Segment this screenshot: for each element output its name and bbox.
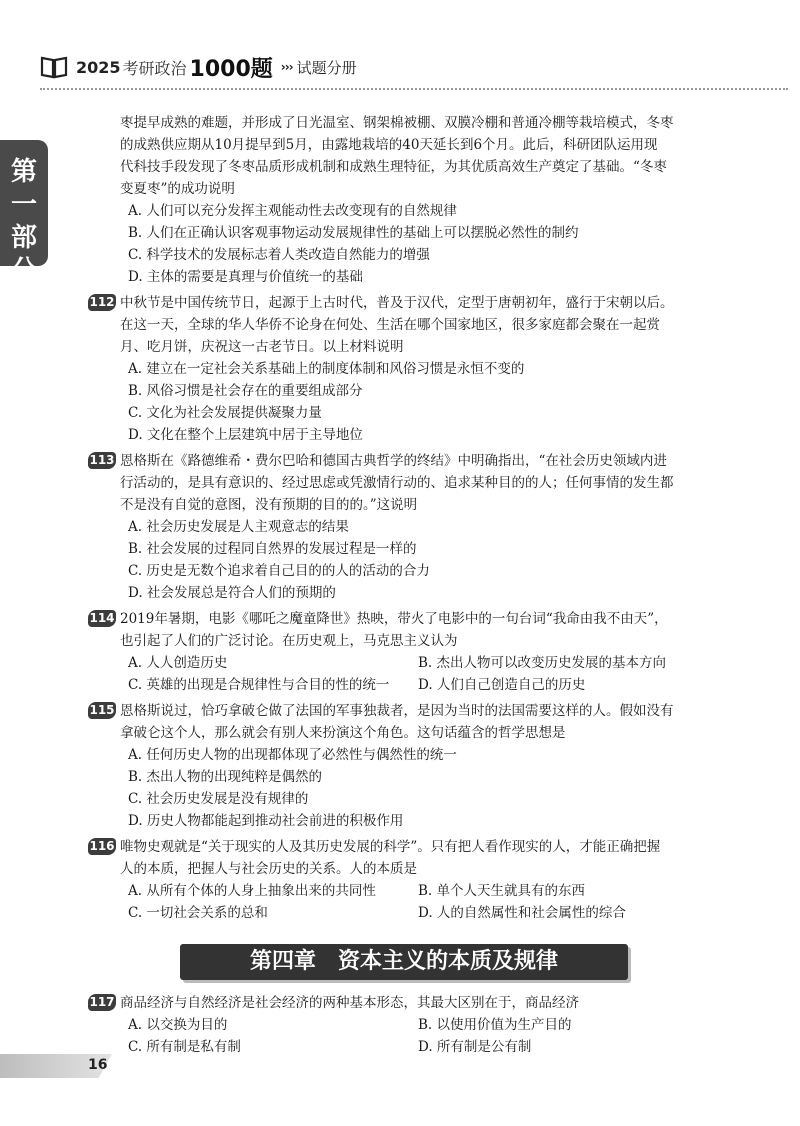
option-b: B. 人们在正确认识客观事物运动发展规律性的基础上可以摆脱必然性的制约	[128, 225, 579, 241]
option-c: C. 科学技术的发展标志着人类改造自然能力的增强	[128, 247, 430, 263]
option-c: C. 所有制是私有制	[128, 1039, 241, 1055]
question-number-badge: 112	[89, 295, 115, 309]
header-subject: 考研政治	[122, 58, 187, 78]
option-d: D. 人的自然属性和社会属性的综合	[418, 905, 626, 921]
header-count: 1000题	[189, 56, 273, 82]
question-stem-line: 恩格斯在《路德维希・费尔巴哈和德国古典哲学的终结》中明确指出，“在社会历史领域内进	[120, 453, 667, 469]
question-stem-line: 不是没有自觉的意图，没有预期的目的的。”这说明	[120, 497, 418, 513]
option-a: A. 人们可以充分发挥主观能动性去改变现有的自然规律	[128, 203, 457, 219]
option-d: D. 所有制是公有制	[418, 1039, 532, 1055]
option-row	[120, 674, 770, 696]
question-number-badge: 114	[89, 611, 115, 625]
question-stem-line: 唯物史观就是“关于现实的人及其历史发展的科学”。只有把人看作现实的人，才能正确把握	[120, 839, 661, 855]
question-stem-line: 行活动的，是具有意识的、经过思虑或凭激情行动的、追求某种目的的人；任何事情的发生都	[120, 475, 674, 491]
question-115	[89, 700, 770, 832]
option-row	[120, 1014, 770, 1036]
page-number: 16	[88, 1057, 108, 1073]
question-stem-line: 商品经济与自然经济是社会经济的两种基本形态，其最大区别在于，商品经济	[120, 995, 579, 1011]
question-stem-line: 在这一天，全球的华人华侨不论身在何处、生活在哪个国家地区，很多家庭都会聚在一起赏	[120, 317, 660, 333]
question-number-badge: 117	[89, 995, 115, 1009]
question-111-continuation	[120, 112, 770, 288]
option-row	[120, 1036, 770, 1058]
question-stem-line: 人的本质，把握人与社会历史的关系。人的本质是	[120, 861, 417, 877]
question-113	[89, 450, 770, 604]
option-a: A. 以交换为目的	[128, 1017, 228, 1033]
option-c: C. 社会历史发展是没有规律的	[128, 791, 309, 807]
question-number-badge: 116	[89, 839, 115, 853]
question-114	[89, 608, 770, 696]
option-row	[120, 880, 770, 902]
question-112	[89, 292, 770, 446]
option-row	[120, 902, 770, 924]
part-side-tab	[0, 140, 48, 286]
header-arrows: ›››	[280, 60, 293, 74]
question-stem-line: 也引起了人们的广泛讨论。在历史观上，马克思主义认为	[120, 633, 458, 649]
header-year: 2025	[76, 57, 121, 77]
option-b: B. 单个人天生就具有的东西	[418, 883, 586, 899]
option-a: A. 任何历史人物的出现都体现了必然性与偶然性的统一	[128, 747, 457, 763]
option-d: D. 主体的需要是真理与价值统一的基础	[128, 269, 363, 285]
option-c: C. 一切社会关系的总和	[128, 905, 268, 921]
option-row	[120, 652, 770, 674]
question-number-badge: 115	[89, 703, 115, 717]
header-divider	[40, 88, 788, 90]
question-116	[89, 836, 770, 924]
question-stem-line: 变夏枣”的成功说明	[120, 181, 235, 197]
option-d: D. 文化在整个上层建筑中居于主导地位	[128, 427, 363, 443]
part-label: 第一部分	[10, 157, 37, 286]
question-stem-line: 中秋节是中国传统节日，起源于上古时代，普及于汉代，定型于唐朝初年，盛行于宋朝以后。	[120, 295, 674, 311]
question-stem-line: 2019年暑期，电影《哪吒之魔童降世》热映，带火了电影中的一句台词“我命由我不由天”，	[120, 611, 668, 627]
option-c: C. 文化为社会发展提供凝聚力量	[128, 405, 322, 421]
running-header	[40, 50, 357, 84]
question-stem-line: 代科技手段发现了冬枣品质形成机制和成熟生理特征，为其优质高效生产奠定了基础。“冬枣	[120, 159, 667, 175]
question-stem-line: 拿破仑这个人，那么就会有别人来扮演这个角色。这句话蕴含的哲学思想是	[120, 725, 566, 741]
open-book-icon	[40, 55, 68, 79]
option-b: B. 杰出人物的出现纯粹是偶然的	[128, 769, 323, 785]
question-stem-line: 的成熟供应期从10月提早到5月，由露地栽培的40天延长到6个月。此后，科研团队运用现	[120, 137, 658, 153]
page-content	[89, 108, 770, 1058]
question-stem-line: 恩格斯说过，恰巧拿破仑做了法国的军事独裁者，是因为当时的法国需要这样的人。假如没有	[120, 703, 674, 719]
option-c: C. 历史是无数个追求着自己目的的人的活动的合力	[128, 563, 430, 579]
option-b: B. 杰出人物可以改变历史发展的基本方向	[418, 655, 667, 671]
option-b: B. 风俗习惯是社会存在的重要组成部分	[128, 383, 363, 399]
option-d: D. 人们自己创造自己的历史	[418, 677, 586, 693]
option-d: D. 社会发展总是符合人们的预期的	[128, 585, 336, 601]
option-d: D. 历史人物都能起到推动社会前进的积极作用	[128, 813, 404, 829]
option-b: B. 以使用价值为生产目的	[418, 1017, 572, 1033]
option-a: A. 建立在一定社会关系基础上的制度体制和风俗习惯是永恒不变的	[128, 361, 525, 377]
question-stem-line: 月、吃月饼，庆祝这一古老节日。以上材料说明	[120, 339, 404, 355]
option-a: A. 从所有个体的人身上抽象出来的共同性	[128, 883, 376, 899]
option-a: A. 社会历史发展是人主观意志的结果	[128, 519, 349, 535]
question-number-badge: 113	[89, 453, 115, 467]
header-book: 试题分册	[296, 58, 357, 77]
question-117	[89, 992, 770, 1058]
question-stem-line: 枣提早成熟的难题，并形成了日光温室、钢架棉被棚、双膜冷棚和普通冷棚等栽培模式，冬枣	[120, 115, 674, 131]
option-b: B. 社会发展的过程同自然界的发展过程是一样的	[128, 541, 417, 557]
chapter-heading: 第四章 资本主义的本质及规律	[180, 944, 628, 980]
option-c: C. 英雄的出现是合规律性与合目的性的统一	[128, 677, 390, 693]
option-a: A. 人人创造历史	[128, 655, 228, 671]
